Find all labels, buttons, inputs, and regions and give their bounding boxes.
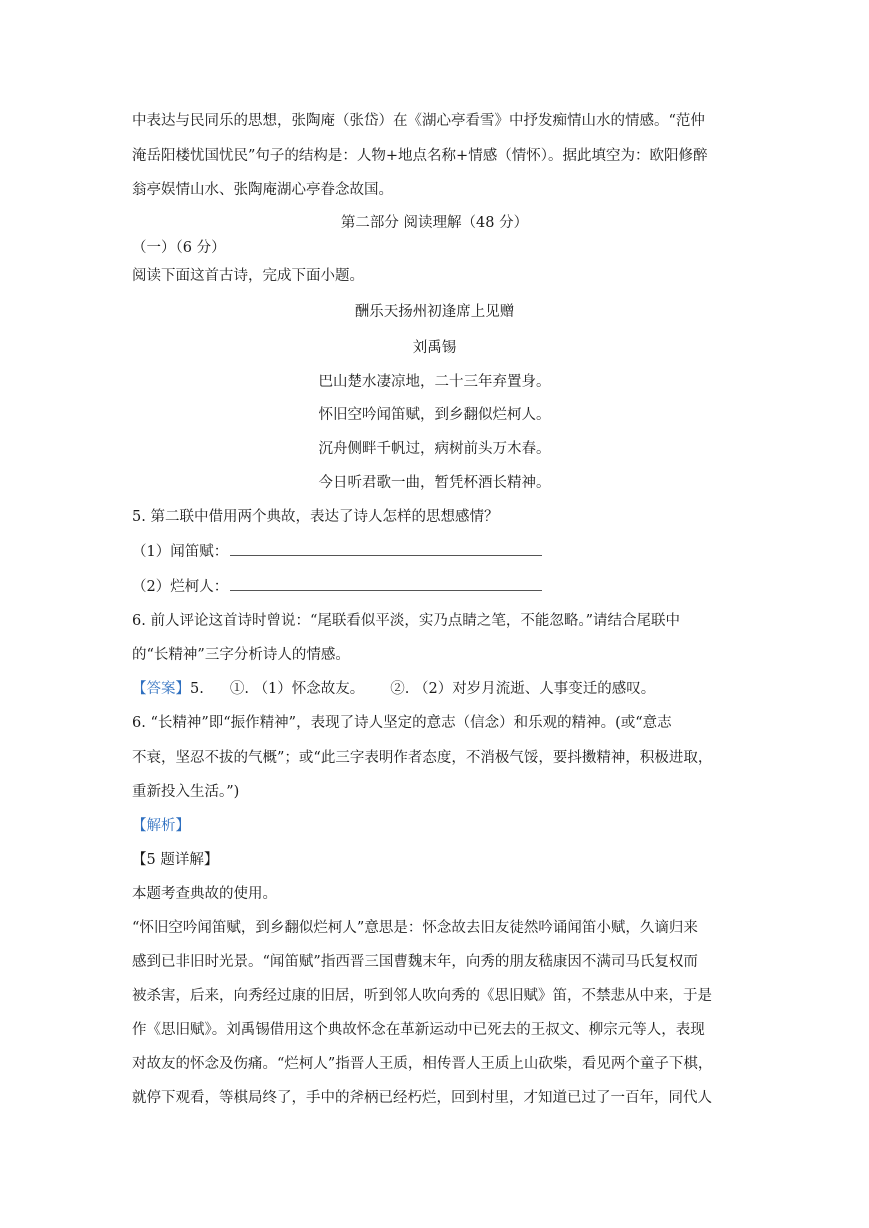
poem-line: 沉舟侧畔千帆过，病树前头万木春。: [318, 441, 551, 457]
intro-line-1: 中表达与民同乐的思想，张陶庵（张岱）在《湖心亭看雪》中抒发痴情山水的情感。“范仲: [132, 113, 705, 129]
intro-line-3: 翁亭娱情山水、张陶庵湖心亭眷念故国。: [132, 182, 393, 198]
intro-line-2: 淹岳阳楼忧国忧民”句子的结构是：人物+地点名称+情感（情怀）。据此填空为：欧阳修醉: [132, 148, 708, 164]
instruction: 阅读下面这首古诗，完成下面小题。: [132, 268, 364, 284]
question-5-2-label: （2）烂柯人：: [132, 579, 229, 595]
answer-part-2: （2）对岁月流逝、人事变迁的感叹。: [414, 681, 656, 697]
analysis-line-1: 本题考查典故的使用。: [132, 886, 277, 902]
section-sub: （一）（6 分）: [132, 240, 226, 256]
poem-line: 今日听君歌一曲，暂凭杯酒长精神。: [318, 475, 551, 491]
question-6-line-2: 的“长精神”三字分析诗人的情感。: [132, 647, 350, 663]
poem-line: 怀旧空吟闻笛赋，到乡翻似烂柯人。: [318, 407, 551, 423]
answer-marker-1: ①.: [229, 681, 249, 697]
answer-part-1: （1）怀念故友。: [253, 681, 365, 697]
answer-line: [132, 679, 738, 699]
poem-author: 刘禹锡: [412, 340, 457, 356]
question-6-line-1: 6. 前人评论这首诗时曾说：“尾联看似平淡，实乃点睛之笔，不能忽略。”请结合尾联中: [132, 613, 681, 629]
analysis-paragraph-line: 对故友的怀念及伤痛。“烂柯人”指晋人王质，相传晋人王质上山砍柴，看见两个童子下棋，: [132, 1056, 713, 1072]
answer-6-line-1: 6. “长精神”即“振作精神”，表现了诗人坚定的意志（信念）和乐观的精神。(或“意志: [132, 715, 672, 731]
question-5: 5. 第二联中借用两个典故，表达了诗人怎样的思想感情？: [132, 509, 499, 525]
question-5-1-label: （1）闻笛赋：: [132, 544, 229, 560]
answer-6-line-3: 重新投入生活。”): [132, 784, 240, 800]
analysis-label: 【解析】: [132, 818, 190, 834]
section-title: 第二部分 阅读理解（48 分）: [340, 215, 529, 231]
poem-title: 酬乐天扬州初逢席上见赠: [354, 304, 515, 320]
analysis-sub-label: 【5 题详解】: [132, 852, 219, 868]
answer-blank-2[interactable]: [230, 576, 542, 591]
answer-blank-1[interactable]: [230, 541, 542, 556]
analysis-paragraph-line: “怀旧空吟闻笛赋，到乡翻似烂柯人”意思是：怀念故去旧友徒然吟诵闻笛小赋，久谪归来: [132, 920, 698, 936]
answer-label: 【答案】: [132, 681, 190, 697]
analysis-paragraph-line: 被杀害，后来，向秀经过康的旧居，听到邻人吹向秀的《思旧赋》笛，不禁悲从中来，于是: [132, 988, 712, 1004]
analysis-paragraph-line: 就停下观看，等棋局终了，手中的斧柄已经朽烂，回到村里，才知道已过了一百年，同代人: [132, 1090, 712, 1106]
poem-line: 巴山楚水凄凉地，二十三年弃置身。: [318, 374, 551, 390]
analysis-paragraph-line: 感到已非旧时光景。“闻笛赋”指西晋三国曹魏末年，向秀的朋友嵇康因不满司马氏复权而: [132, 954, 698, 970]
answer-number: 5.: [190, 681, 204, 697]
analysis-paragraph-line: 作《思旧赋》。刘禹锡借用这个典故怀念在革新运动中已死去的王叔文、柳宗元等人，表现: [132, 1022, 705, 1038]
question-5-1: [132, 541, 738, 562]
question-5-2: [132, 576, 738, 597]
answer-6-line-2: 不衰，坚忍不拔的气概”；或“此三字表明作者态度，不消极气馁，要抖擞精神，积极进取，: [132, 750, 713, 766]
answer-marker-2: ②.: [390, 681, 410, 697]
